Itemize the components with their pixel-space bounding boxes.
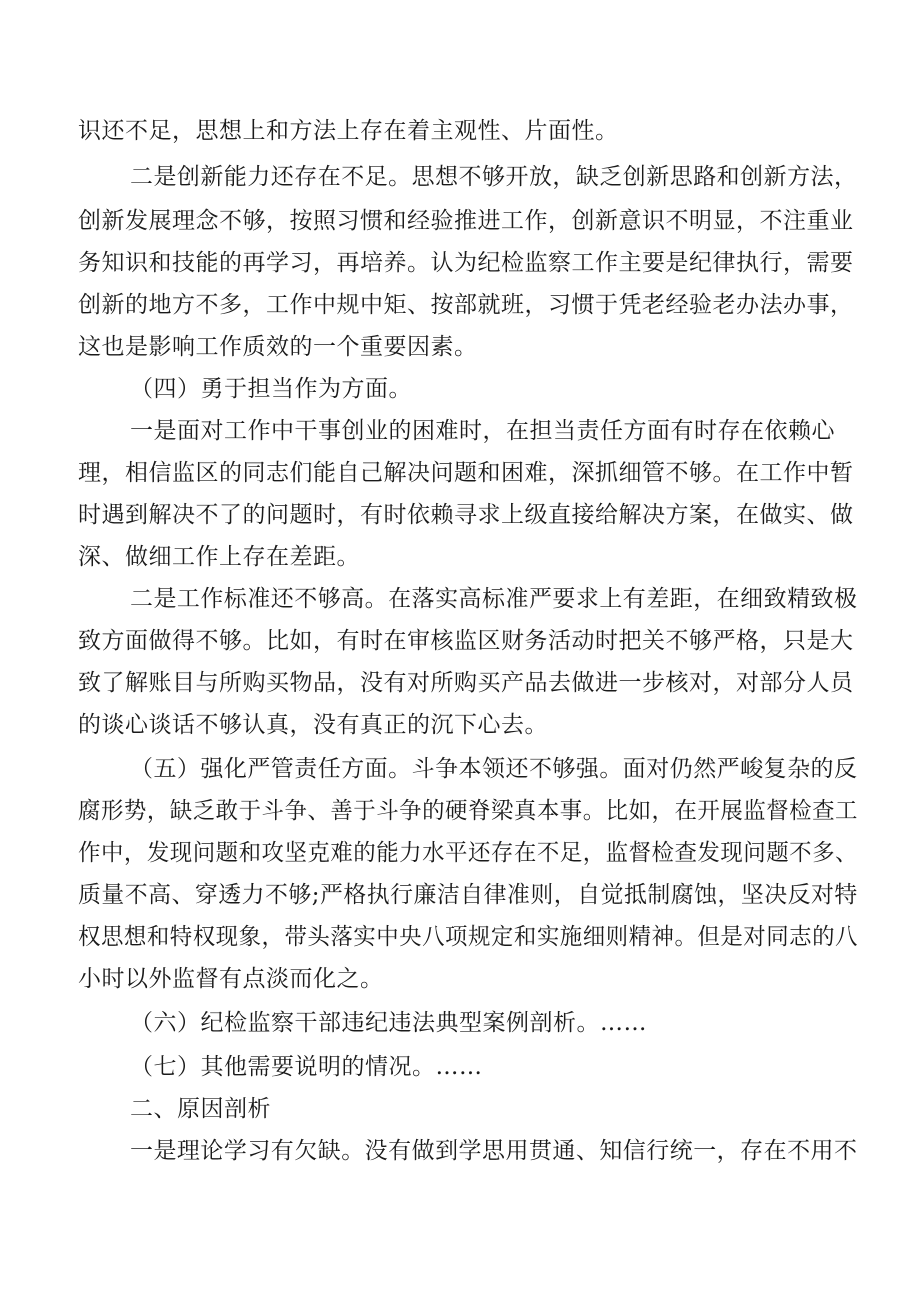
text-line: 致方面做得不够。比如，有时在审核监区财务活动时把关不够严格，只是大 xyxy=(78,628,854,654)
text-line: 二是创新能力还存在不足。思想不够开放，缺乏创新思路和创新方法， xyxy=(130,164,858,190)
text-line: 创新的地方不多，工作中规中矩、按部就班，习惯于凭老经验老办法办事， xyxy=(78,292,854,318)
text-line: 时遇到解决不了的问题时，有时依赖寻求上级直接给解决方案，在做实、做 xyxy=(78,502,854,528)
section-heading: （六）纪检监察干部违纪违法典型案例剖析。…… xyxy=(130,1010,647,1036)
text-line: 作中，发现问题和攻坚克难的能力水平还存在不足，监督检查发现问题不多、 xyxy=(78,840,858,866)
text-line: 权思想和特权现象，带头落实中央八项规定和实施细则精神。但是对同志的八 xyxy=(78,924,858,950)
text-line: 务知识和技能的再学习，再培养。认为纪检监察工作主要是纪律执行，需要 xyxy=(78,250,854,276)
text-line: 识还不足，思想上和方法上存在着主观性、片面性。 xyxy=(78,118,619,144)
text-line: 二是工作标准还不够高。在落实高标准严要求上有差距，在细致精致极 xyxy=(130,586,858,612)
text-line: 一是理论学习有欠缺。没有做到学思用贯通、知信行统一，存在不用不 xyxy=(130,1138,858,1164)
section-heading: 二、原因剖析 xyxy=(130,1096,271,1122)
text-line: 腐形势，缺乏敢于斗争、善于斗争的硬脊梁真本事。比如，在开展监督检查工 xyxy=(78,798,858,824)
text-line: 致了解账目与所购买物品，没有对所购买产品去做进一步核对，对部分人员 xyxy=(78,670,854,696)
text-line: 创新发展理念不够，按照习惯和经验推进工作，创新意识不明显，不注重业 xyxy=(78,208,854,234)
text-line: 理，相信监区的同志们能自己解决问题和困难，深抓细管不够。在工作中暂 xyxy=(78,460,854,486)
text-line: 质量不高、穿透力不够;严格执行廉洁自律准则，自觉抵制腐蚀，坚决反对特 xyxy=(78,882,858,908)
text-line: 深、做细工作上存在差距。 xyxy=(78,544,360,570)
text-line: 一是面对工作中干事创业的困难时，在担当责任方面有时存在依赖心 xyxy=(130,418,835,444)
section-heading: （五）强化严管责任方面。斗争本领还不够强。面对仍然严峻复杂的反 xyxy=(130,756,858,782)
text-line: 这也是影响工作质效的一个重要因素。 xyxy=(78,334,478,360)
section-heading: （七）其他需要说明的情况。…… xyxy=(130,1054,483,1080)
section-heading: （四）勇于担当作为方面。 xyxy=(130,376,412,402)
text-line: 的谈心谈话不够认真，没有真正的沉下心去。 xyxy=(78,712,548,738)
text-line: 小时以外监督有点淡而化之。 xyxy=(78,966,384,992)
